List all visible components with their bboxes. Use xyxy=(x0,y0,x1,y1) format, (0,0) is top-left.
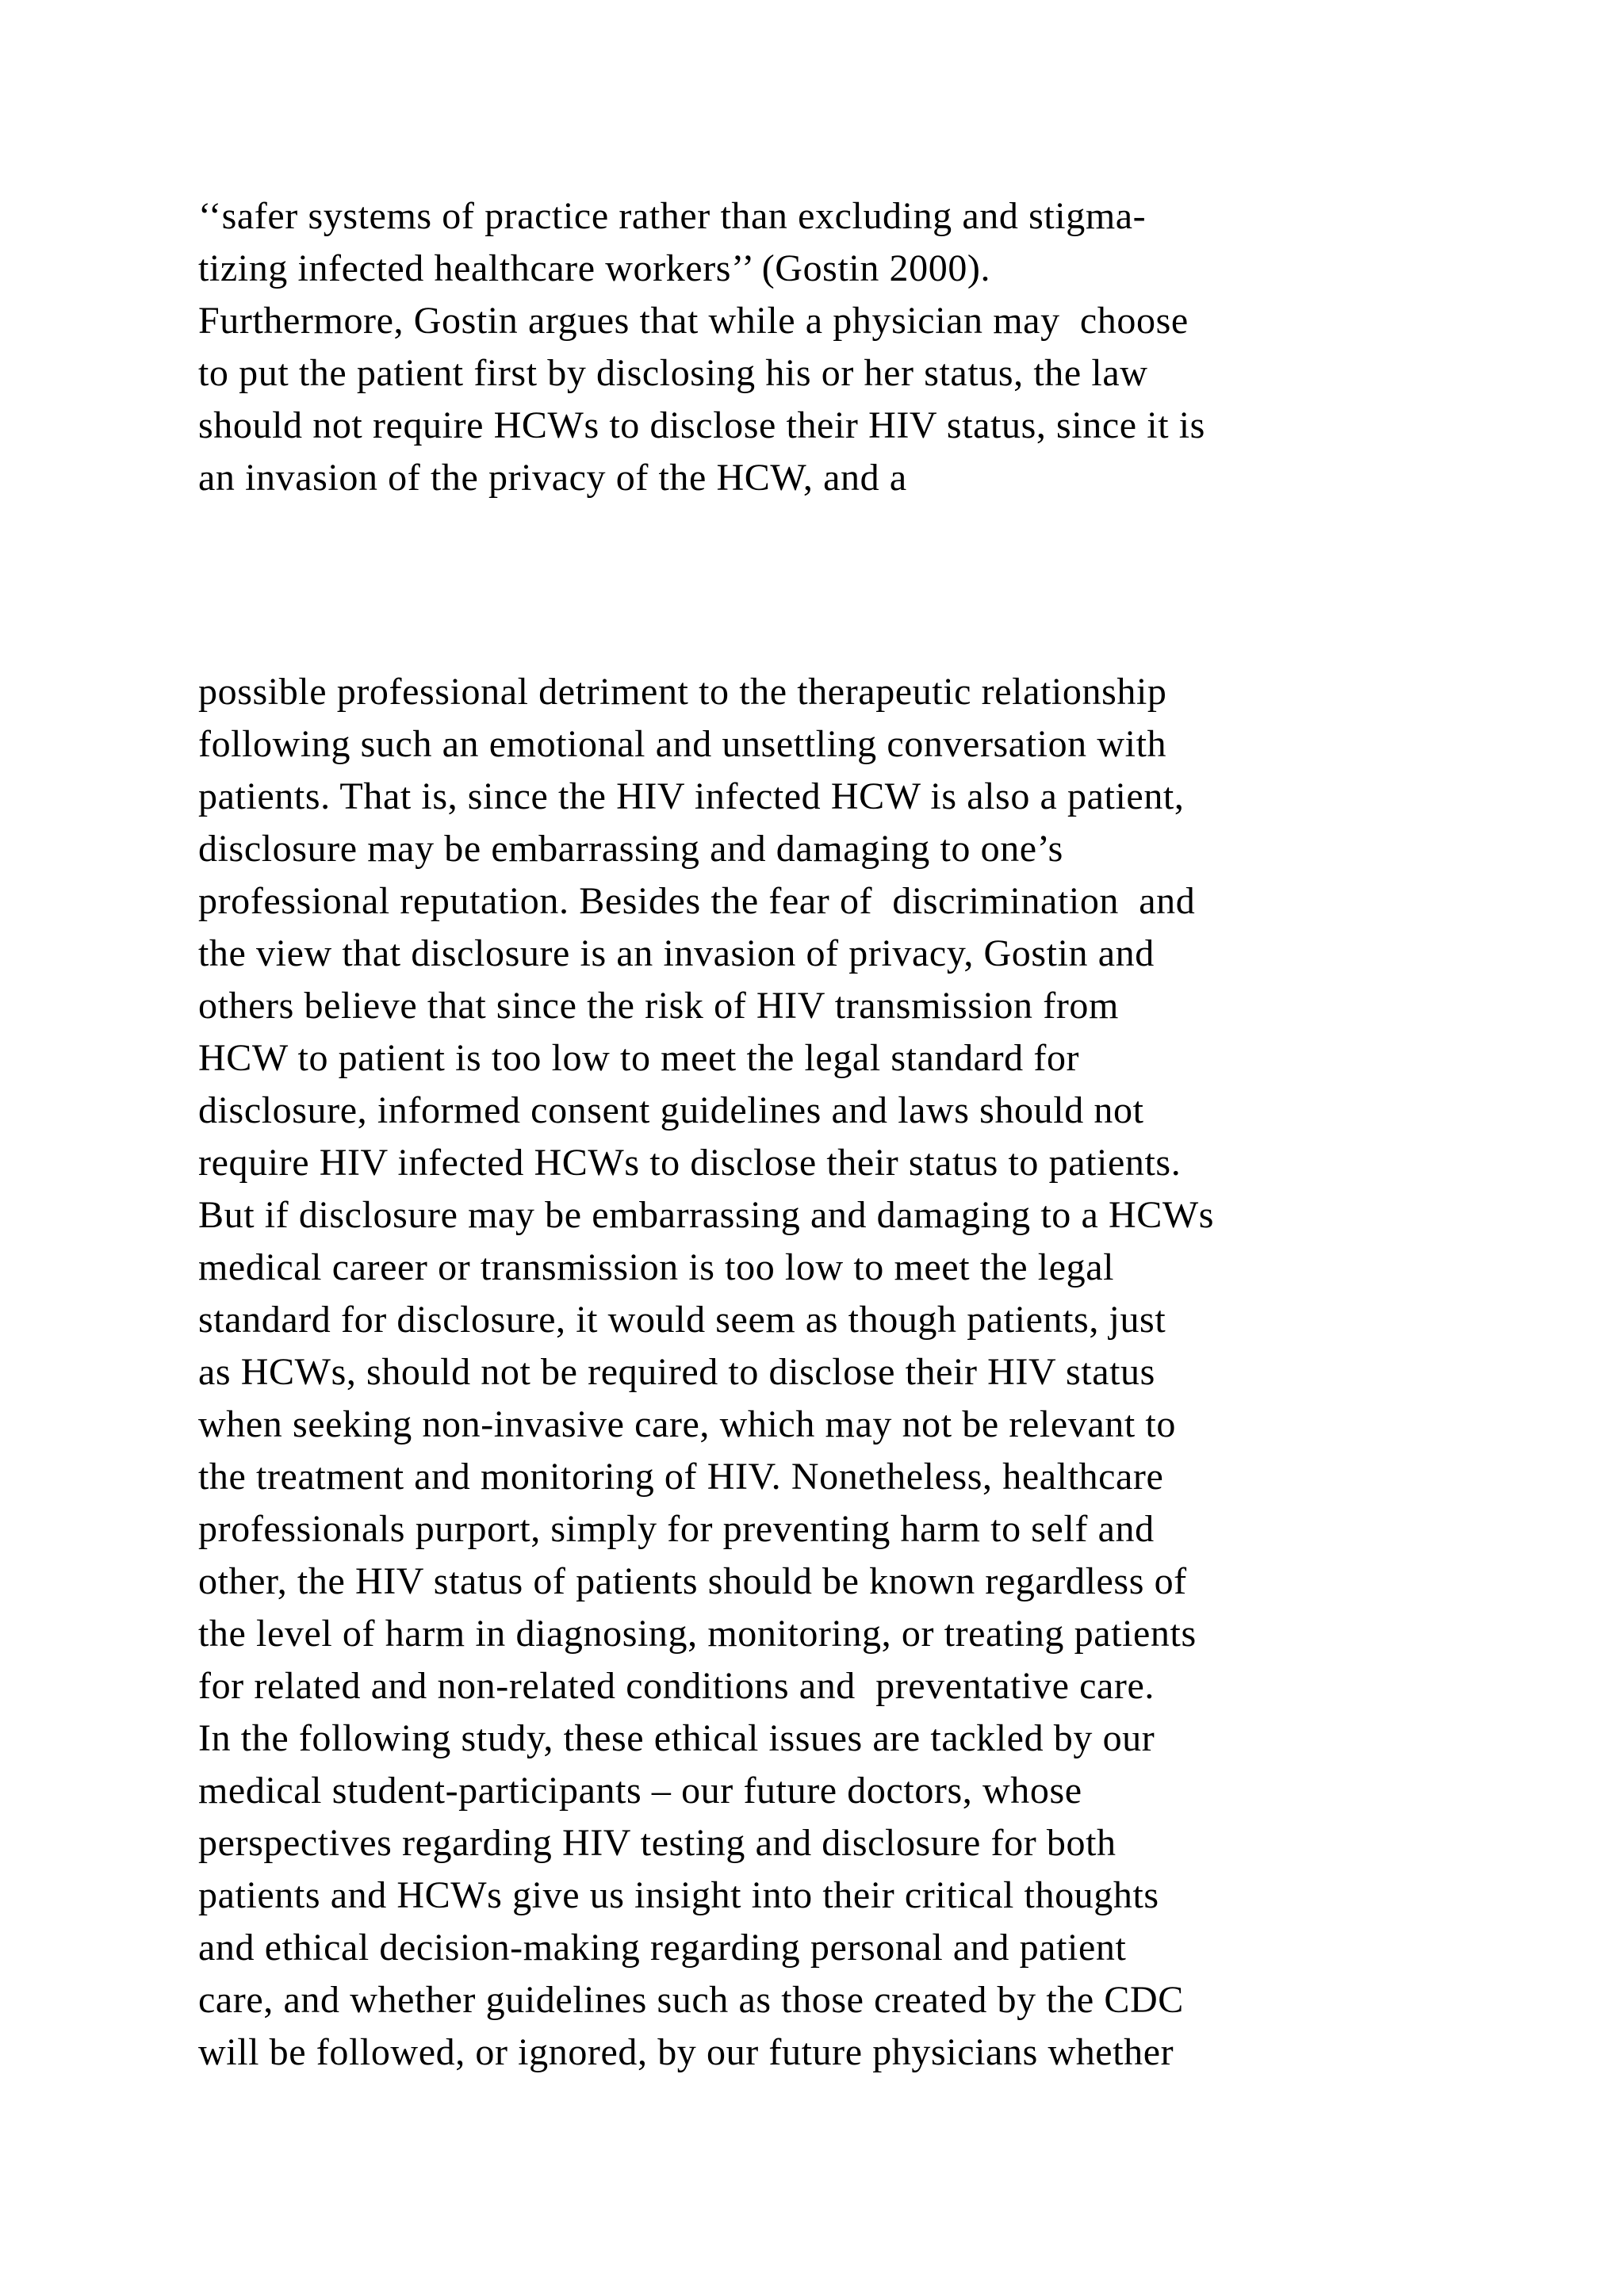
text-line: the level of harm in diagnosing, monitoring, or treating patients xyxy=(198,1613,1197,1655)
text-line: perspectives regarding HIV testing and disclosure for both xyxy=(198,1822,1116,1864)
text-line: patients. That is, since the HIV infected HCW is also a patient, xyxy=(198,775,1185,817)
text-line: should not require HCWs to disclose their HIV status, since it is xyxy=(198,404,1205,446)
text-line: But if disclosure may be embarrassing and damaging to a HCWs xyxy=(198,1194,1215,1236)
text-block-main xyxy=(198,666,1515,2079)
text-line: an invasion of the privacy of the HCW, and a xyxy=(198,457,907,499)
text-line: the treatment and monitoring of HIV. Nonetheless, healthcare xyxy=(198,1456,1164,1498)
text-line: professional reputation. Besides the fear of discrimination and xyxy=(198,880,1196,922)
text-line: following such an emotional and unsettling conversation with xyxy=(198,723,1167,765)
text-line: disclosure may be embarrassing and damaging to one’s xyxy=(198,828,1063,870)
text-line: standard for disclosure, it would seem as though patients, just xyxy=(198,1299,1166,1341)
text-line: patients and HCWs give us insight into their critical thoughts xyxy=(198,1874,1159,1916)
text-line: to put the patient first by disclosing his or her status, the law xyxy=(198,352,1148,394)
text-line: as HCWs, should not be required to disclose their HIV status xyxy=(198,1351,1155,1393)
text-line: professionals purport, simply for preventing harm to self and xyxy=(198,1508,1155,1550)
text-line: other, the HIV status of patients should be known regardless of xyxy=(198,1560,1187,1602)
text-line: others believe that since the risk of HIV transmission from xyxy=(198,985,1119,1027)
text-line: In the following study, these ethical issues are tackled by our xyxy=(198,1717,1155,1759)
text-line: possible professional detriment to the therapeutic relationship xyxy=(198,671,1167,713)
text-line: require HIV infected HCWs to disclose their status to patients. xyxy=(198,1142,1182,1184)
text-line: when seeking non-invasive care, which may not be relevant to xyxy=(198,1403,1176,1445)
text-line: ‘‘safer systems of practice rather than excluding and stigma- xyxy=(198,195,1147,237)
text-line: will be followed, or ignored, by our future physicians whether xyxy=(198,2031,1174,2073)
text-line: disclosure, informed consent guidelines and laws should not xyxy=(198,1089,1144,1131)
text-line: care, and whether guidelines such as those created by the CDC xyxy=(198,1979,1184,2021)
text-line: tizing infected healthcare workers’’ (Gostin 2000). xyxy=(198,247,991,289)
text-line: and ethical decision-making regarding personal and patient xyxy=(198,1927,1127,1969)
text-line: medical career or transmission is too low to meet the legal xyxy=(198,1246,1115,1288)
text-line: for related and non-related conditions and preventative care. xyxy=(198,1665,1155,1707)
text-line: the view that disclosure is an invasion of privacy, Gostin and xyxy=(198,932,1155,974)
text-line: medical student-participants – our future doctors, whose xyxy=(198,1770,1082,1812)
text-line: HCW to patient is too low to meet the legal standard for xyxy=(198,1037,1080,1079)
text-block-top xyxy=(198,190,1515,504)
text-line: Furthermore, Gostin argues that while a physician may choose xyxy=(198,300,1189,342)
